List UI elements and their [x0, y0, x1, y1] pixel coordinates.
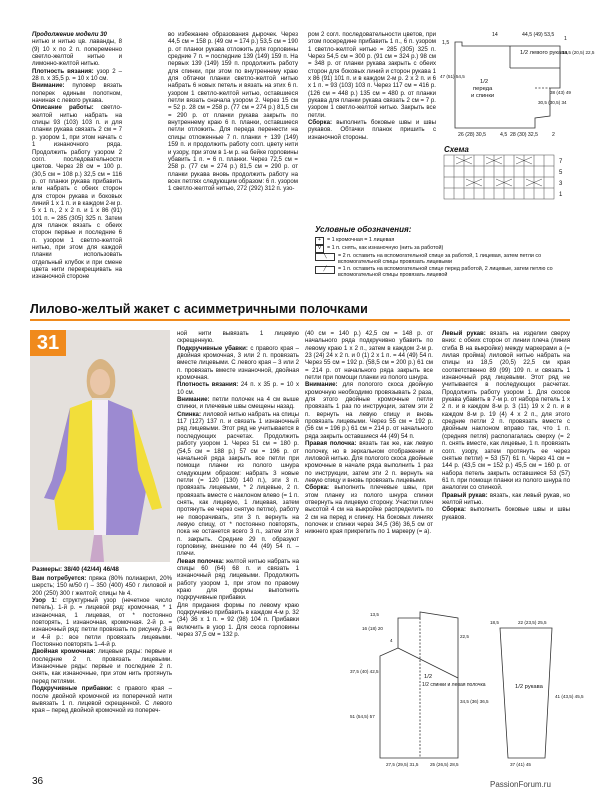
dim-label: 37,5 (40) 42,5	[350, 669, 379, 674]
dim-label: 28 (30) 32,5	[510, 132, 538, 138]
paragraph: Для придания формы по левому краю подкручивно прибавить в каждом 4-м р. 32 (34) 36 х 1 п. = 92 (98) 104 п. Прибавки включить в узор 1. Для скоса горловины через 37,5 см = 132 р.	[177, 601, 299, 639]
cable-right-icon: ╲	[315, 253, 335, 261]
part-label: и спинки	[471, 93, 495, 99]
paragraph: Подкручивные прибавки: с правого края – после двойной кромочной из поперечной нити вывязать 1 п. лицевой скрещенной. С левого края – перед двойной кромочной из попереч-	[32, 685, 173, 715]
model-number-badge: 31	[30, 330, 66, 356]
paragraph: Двойная кромочная: лицевые ряды: первые и последние 2 п. провязать лицевыми. Изнаночные ряды: первые и последние 2 п. снять, как изнаночные, при этом нить протянуть перед петлями.	[32, 648, 173, 685]
paragraph: Спинка: лиловой нитью набрать на спицы 117 (127) 137 п. и связать 1 изнаночный ряд лицевыми. Этот ряд не учитывается в последующих расчетах. Продолжить работу узором 1. Через 51 см = 180 р. (54,5 см = 188 р.) 57 см = 196 р. от начальной ряда закрыть все петли при помощи планки из полого шнура следующим образом: набрать 3 новые петли (= 120 (130) 140 п.), эти 3 п. провязать лицевыми, * 2 лицевые, 2 п. провязать вместе с наклоном влево (= 1 п. снять, как лицевую, 1 лицевая, затем протянуть ее через снятую петлю), работу не поворачивать, эти 3 п. вернуть на левую спицу, от * постоянно повторять, пока не останется всего 3 п., затем эти 3 п. закрыть. Средние 29 п. образуют горловину, внешние по 44 (49) 54 п. – плечи.	[177, 410, 299, 558]
row-number: 1	[559, 192, 563, 198]
part-label: 1/2 левого рукава	[520, 50, 568, 56]
edge-stitch-icon: +	[315, 237, 324, 245]
legend-item: ╱ = 1 п. оставить на вспомогательной спице перед работой, 2 лицевые, затем петлю со вспомогательной спицы провязать лицевой	[315, 266, 570, 279]
paragraph: Сборка: выполнить плечевые швы, при этом планку из полого шнура спинки отвернуть на лицевую сторону. Участки плеч высотой 4 см на выкройке распределить по 2 см на перед и спинку. На боковых линиях полочек и спинки через 34,5 (36) 36,5 см от нижнего края прикрепить по 1 маркеру (= a).	[305, 484, 433, 536]
paragraph: Внимание: петли полочек на 4 см выше спинки, и плечевые швы смещены назад.	[177, 396, 299, 411]
mid-text-column-2	[177, 330, 299, 775]
paragraph: Подкручивные убавки: с правого края – двойная кромочная, 3 или 2 п. провязать вместе лицевыми. С левого края – 3 или 2 п. провязать вместе изнаночной, двойная кромочная.	[177, 344, 299, 382]
stitch-schema-title: Схема	[444, 145, 469, 154]
paragraph: Вам потребуется: пряжа (80% полиакрил, 20% шерсть; 150 м/50 г) – 350 (400) 450 г лиловой и 200 (250) 300 г желтой; спицы № 4.	[32, 575, 173, 597]
paragraph: Внимание: для пологого скоса двойную кромочную необходимо провязывать 2 раза, для этого двойные кромочные петли провязать 1 раз по инструкции, затем эти 2 п. вернуть на левую спицу и вновь провязать лицевыми. Через 55 см = 192 р. (56 см = 196 р.) 61 см = 214 р. от начального ряда закрыть оставшиеся 44 (49) 54 п.	[305, 381, 433, 440]
dim-label: 4	[390, 638, 393, 643]
row-number: 7	[559, 159, 563, 165]
sizes-heading: Размеры: 38/40 (42/44) 46/48	[32, 566, 119, 573]
paragraph: ной нити вывязать 1 лицевую скрещенную.	[177, 330, 299, 345]
jacket-pattern-diagram	[350, 608, 584, 768]
dim-label: 22 (23,5) 25,5	[518, 620, 547, 625]
mid-text-column-1	[32, 575, 172, 775]
site-watermark: PassionForum.ru	[490, 780, 551, 789]
part-label: 1/2	[424, 674, 433, 680]
dim-label: 2	[552, 132, 555, 138]
dim-label: 44,5 (49) 53,5	[522, 32, 555, 38]
dim-label: 18,5	[490, 620, 499, 625]
dim-label: 25 (26,5) 28,5	[430, 762, 459, 767]
dim-label: 18,5 (20,5) 22,5	[562, 50, 595, 55]
part-label: 1/2 рукава	[515, 684, 543, 690]
legend-item: + = 1 кромочная = 1 лицевая	[315, 237, 570, 245]
paragraph: (40 см = 140 р.) 42,5 см = 148 р. от начального ряда подкручивно убавить по левому краю 1 х 2 п., затем в каждом 2-м р. 23 (24) 24 х 2 п. и 0 (1) 2 х 1 п. = 44 (49) 54 п. Через 55 см = 192 р. (58,5 см = 200 р.) 61 см = 214 р. от начального ряда закрыть все петли при помощи планки из полого шнура.	[305, 330, 433, 382]
dim-label: 26 (28) 30,5	[458, 132, 486, 138]
paragraph: Внимание: пуловер вязать поперек единым полотном, начиная с левого рукава.	[32, 82, 122, 105]
mid-text-column-4	[442, 330, 570, 602]
paragraph: Плотность вязания: узор 2 – 28 п. х 35,5 р. = 10 х 10 см.	[32, 67, 122, 83]
dim-label: 34,5 (36) 36,5	[460, 699, 489, 704]
cable-left-icon: ╱	[315, 266, 335, 274]
legend-title: Условные обозначения:	[315, 225, 412, 234]
title-rule	[30, 319, 570, 321]
dim-label: 37 (41) 45	[510, 762, 531, 767]
dim-label: 4,5	[500, 132, 508, 138]
paragraph: Сборка: выполнить боковые швы и швы рукавов. Обтачки планок пришить с изнаночной стороны.	[308, 119, 436, 141]
slip-stitch-icon: V	[315, 245, 324, 253]
dim-label: 27,5 (29,5) 31,5	[386, 762, 419, 767]
paragraph: Левая полочка: желтой нитью набрать на спицы 60 (64) 68 п. и связать 1 изнаночный ряд лицевыми. Продолжить работу узором 1, при этом по правому краю для формы выполнить подкручивные прибавки.	[177, 557, 299, 602]
dim-label: 1	[564, 36, 567, 42]
stitch-schema-grid	[444, 155, 574, 207]
dim-label: 41 (43,5) 45,5	[555, 694, 584, 699]
top-text-column-1	[32, 31, 122, 299]
paragraph: Правая полочка: вязать так же, как левую полочку, но в зеркальном отображении и лиловой нитью. Для пологого скоса двойные кромочные в начале ряда выполнить 1 раз по инструкции, затем эти 2 п. вернуть на левую спицу и вновь провязать лицевыми.	[305, 440, 434, 484]
part-label: переда	[473, 86, 493, 92]
section-title: Лилово-желтый жакет с асимметричными полочками	[30, 302, 368, 316]
dim-label: 1,5	[442, 40, 450, 46]
paragraph: Сборка: выполнить боковые швы и швы рукавов.	[442, 506, 570, 521]
model-photo	[30, 330, 170, 562]
top-text-column-3	[308, 31, 436, 221]
paragraph: ром 2 согл. последовательности цветов, при этом посередине прибавить 1 п., 6 п. узором 1 светло-желтой нитью = 285 (305) 325 п. Через 54,5 см = 300 р. (91 см = 324 р.) 98 см = 348 р. от планки рукава закрыть с обеих сторон для боковых линий и сторон рукава 1 х 86 (91) 101 п. и в каждом 2-м р. 2 х 2 п. и 6 х 1 п. = 93 (103) 103 п. Через 117 см = 416 р. (126 см = 448 р.) 135 см = 480 р. от планки рукава для планки рукава связать 2 см = 7 р. узором 1 светло-желтой нитью. Закрыть все петли.	[308, 31, 436, 119]
dim-label: 47 (51) 54,5	[440, 74, 465, 79]
paragraph: нитью и нитью цв. лаванды, 8 (9) 10 х по 2 п. попеременно светло-желтой нитью и лимонно-желтой нитью.	[32, 38, 122, 68]
part-label: 1/2 спинки и левая полочка	[422, 682, 486, 688]
paragraph: во избежание образования дырочек. Через 44,5 см = 158 р. (49 см = 174 р.) 53,5 см = 190 р. от планки рукава отложить для горловины средние 7 п. = последние 139 (149) 159 п. На первых 139 (149) 159 п. продолжить работу для спинки, при этом по внутреннему краю для обтачки планки светло-желтой нитью набрать 6 новых петель и вязать на этих 6 п. узором 1 светло-желтой нитью, оставшиеся петли вязать сначала узором 2. Через 15 см = 52 р. 28 см = 258 р. (77 см = 274 р.) 81,5 см = 290 р. от планки рукава закрыть по внутреннему краю 6 п. планки, оставшиеся петли отложить. Для переда перенести на спицы отложенные 7 п. планки + 139 (149) 159 п. и продолжить работу согл. цвету нити и узору, при этом в 1-м р. на бейке горловины убавить 1 п. = 6 п. планки. Через 72,5 см = 258 р. (77 см = 274 р.) 81,5 см = 290 р. от планки рукава вновь продолжить работу на всех петлях следующим образом: 6 п. узором 1 светло-желтой нитью, 272 (292) 312 п. узо-	[168, 31, 298, 193]
dim-label: 22,5	[460, 634, 469, 639]
continuation-heading: Продолжение модели 30	[32, 31, 107, 38]
legend-item: V = 1 п. снять, как изнаночную (нить за работой)	[315, 245, 570, 253]
paragraph: Левый рукав: вязать на изделии сверху вниз: с обеих сторон от линии плеча (линия сгиба В на выкройке) между маркерами а (= лилая пройма) лиловой нитью набрать на спицы из 18,5 (20,5) 22,5 см края соответственно 89 (99) 109 п. и связать 1 изнаночный ряд лицевыми. Этот ряд не учитывается в последующих расчетах. Продолжить работу узором 1. Для скосов рукава убавить в 7-м р. от набора петель 1 х 2 п. и в каждом 8-м р. 3 (11) 19 х 2 п. и в каждом 8-м р. 19 (4) 4 х 2 п., для этого средние петли 2 п. провязать вместе с двойным наклоном вправо так, что 1 п. (средняя петля) располагалась сверху (= 2 п. снять вместе, как лицевые, 1 п. провязать согл. узору, затем протянуть ее через снятые петли) = 53 (57) 61 п. Через 41 см = 144 р. (43,5 см = 152 р.) 45,5 см = 160 р. от набора петель закрыть оставшиеся 53 (57) 61 п. при помощи планки из полого шнура по аналогии со спинкой.	[442, 330, 570, 492]
model-photo-illustration	[30, 330, 170, 562]
paragraph: Плотность вязания: 24 п. х 35 р. = 10 х 10 см.	[177, 381, 299, 396]
dim-label: 16 (18) 20	[362, 626, 383, 631]
dim-label: 51 (54,5) 57	[350, 714, 375, 719]
dim-label: 13,5	[370, 612, 379, 617]
paragraph: Узор 1: структурный узор (нечетное число петель). 1-й р. = лицевой ряд: кромочная, * 1 изнаночная, 1 лицевая, от * постоянно повторять, 1 изнаночная, кромочная. 2-й р. = изнаночный ряд: петли провязать по рисунку. 3-й и 4-й р.: все петли провязать лицевыми. Постоянно повторять 1–4-й р.	[32, 597, 172, 649]
legend-item: ╲ = 2 п. оставить на вспомогательной спице за работой, 1 лицевая, затем петли со вспомогательной спицы провязать лицевыми	[315, 253, 570, 266]
paragraph: Правый рукав: вязать, как левый рукав, но желтой нитью.	[442, 491, 570, 506]
legend	[315, 227, 570, 279]
paragraph: Описание работы: светло-желтой нитью набрать на спицы 93 (103) 103 п. и для планки рукава связать 2 см = 7 р. узором 1, при этом начать с 1 изнаночного ряда. Продолжить работу узором 2 согл. последовательности цветов. Через 28 см = 100 р. (30,5 см = 108 р.) 32,5 см = 116 р. от планки рукава прибавить или набрать с обеих сторон для сторон рукава и боковых линий 1 х 1 п. и в каждом 2-м р. 5 х 1 п., 2 х 2 п. и 1 х 86 (91) 101 п. = 285 (305) 325 п. Затем для планок вязать с обеих сторон первые и последние 6 п. узором 1 светло-желтой нитью, при этом для каждой планки использовать отдельный клубок и при смене цвета нити перекрещивать на изнаночной стороне	[32, 104, 122, 281]
dim-label: 30,5 (30,5) 34	[538, 100, 567, 105]
dim-label: 38 (43) 49	[550, 90, 571, 95]
pullover-pattern-diagram	[440, 28, 595, 143]
page-number: 36	[32, 776, 44, 787]
top-text-column-2	[168, 31, 298, 299]
mid-text-column-3	[305, 330, 433, 602]
row-number: 5	[559, 170, 563, 176]
part-label: 1/2	[480, 79, 489, 85]
row-number: 3	[559, 181, 563, 187]
dim-label: 14	[492, 32, 498, 38]
